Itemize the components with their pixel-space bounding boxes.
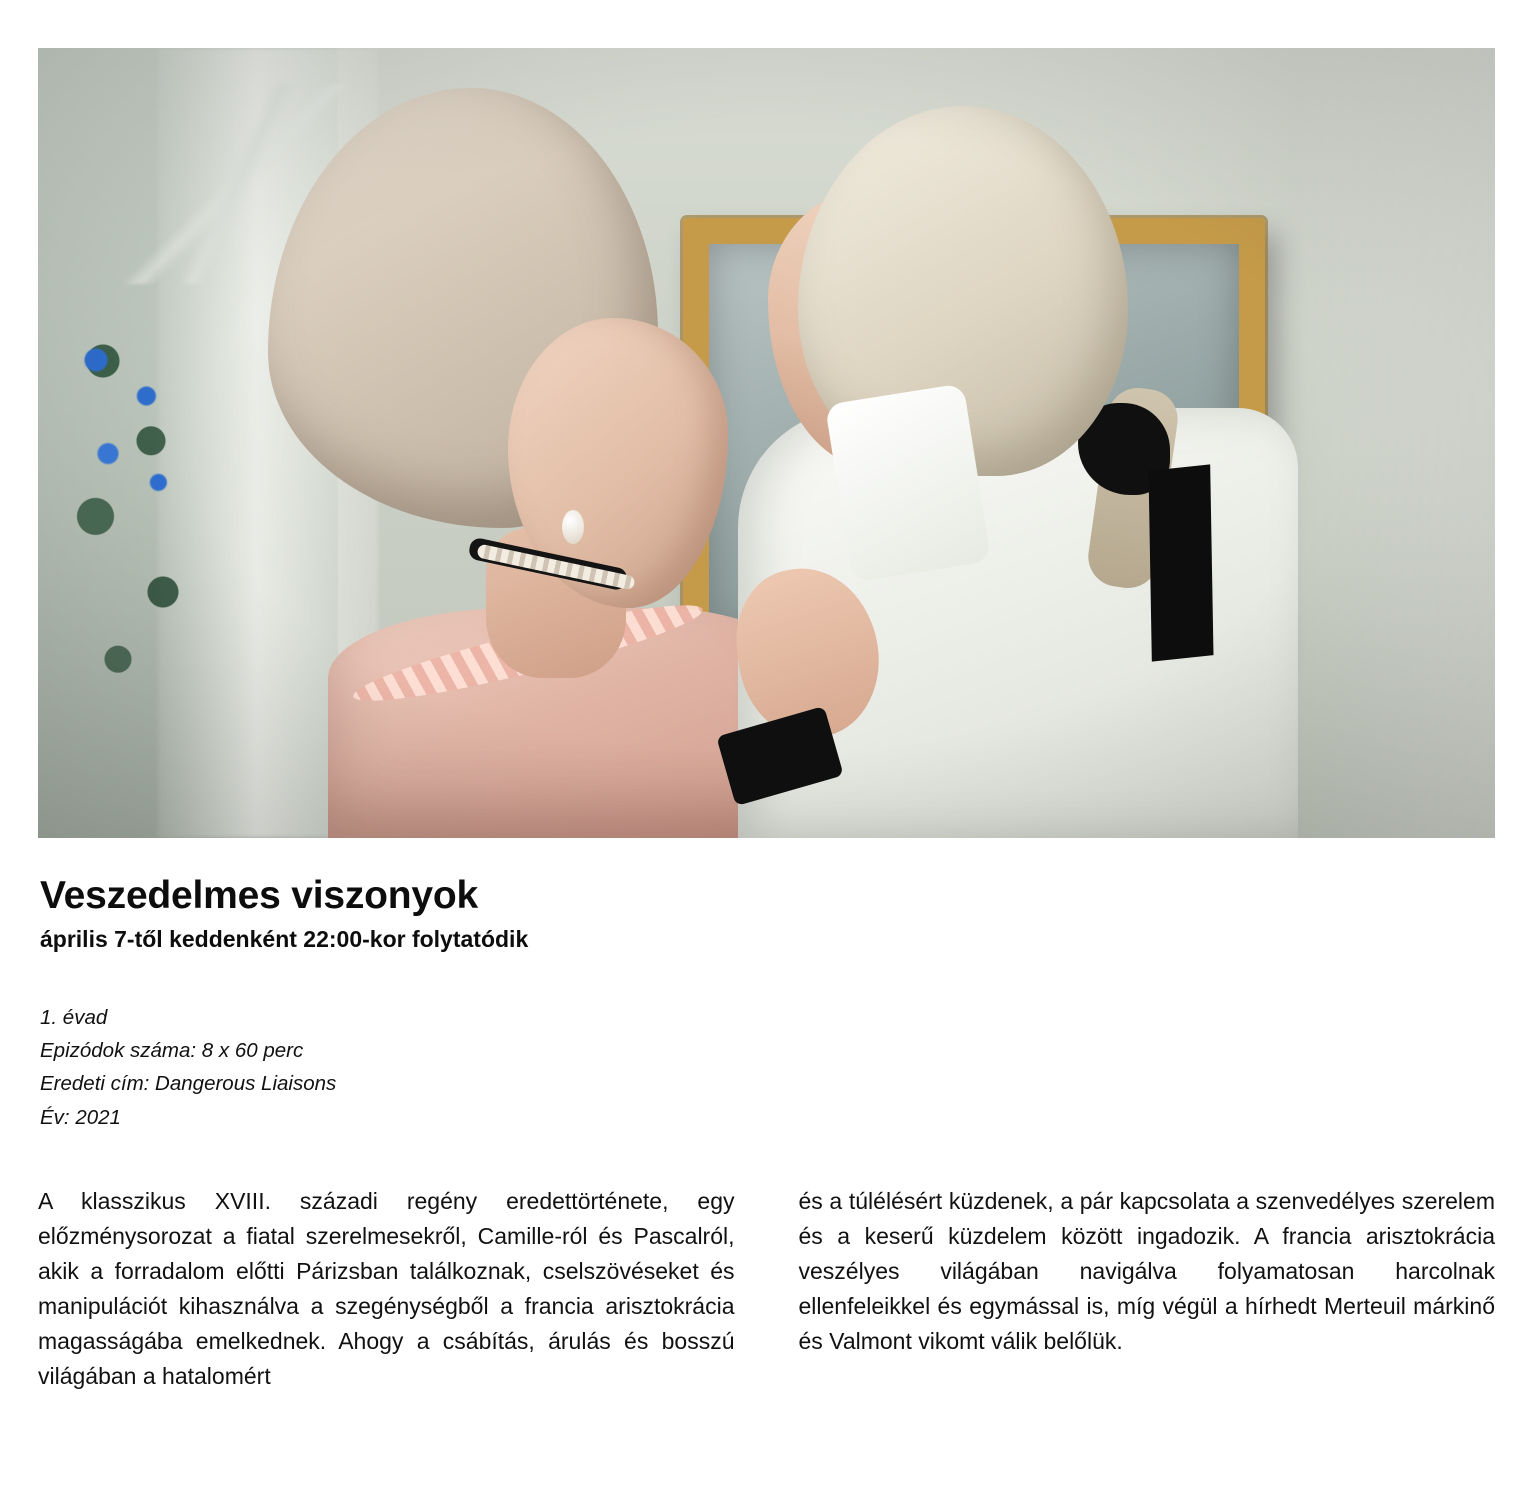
woman-feather-plume	[108, 84, 368, 284]
hero-image	[38, 48, 1495, 838]
page-title: Veszedelmes viszonyok	[40, 874, 479, 917]
body-column-right	[799, 1184, 1496, 1394]
body-column-left	[38, 1184, 735, 1394]
blue-flowers	[72, 324, 192, 504]
meta-year: Év: 2021	[40, 1105, 121, 1129]
body-columns	[38, 1184, 1495, 1394]
man-hair-ribbon-tail	[1149, 464, 1214, 661]
page-subtitle: április 7-től keddenként 22:00-kor folytatódik	[40, 926, 529, 952]
body-paragraph-left: A klasszikus XVIII. századi regény eredettörténete, egy előzménysorozat a fiatal szerelmesekről, Camille-ról és Pascalról, akik a forradalom előtti Párizsban találkoznak, cselszövéseket és manipulációt kihasználva a szegénységből a francia arisztokrácia magasságába emelkednek. Ahogy a csábítás, árulás és bosszú világában a hatalomért	[38, 1187, 735, 1389]
woman-earring	[562, 510, 584, 544]
meta-episodes: Epizódok száma: 8 x 60 perc	[40, 1039, 304, 1063]
meta-original-title: Eredeti cím: Dangerous Liaisons	[40, 1072, 337, 1096]
program-metadata	[40, 1001, 1495, 1134]
body-paragraph-right: és a túlélésért küzdenek, a pár kapcsolata a szenvedélyes szerelem és a keserű küzdelem között ingadozik. A francia arisztokrácia veszélyes világában navigálva folyamatosan harcolnak ellenfeleikkel és egymással is, míg végül a hírhedt Merteuil márkinő és Valmont vikomt válik belőlük.	[798, 1187, 1495, 1354]
meta-season: 1. évad	[40, 1006, 108, 1029]
man-collar	[825, 383, 991, 583]
wall-highlight	[1295, 48, 1495, 838]
